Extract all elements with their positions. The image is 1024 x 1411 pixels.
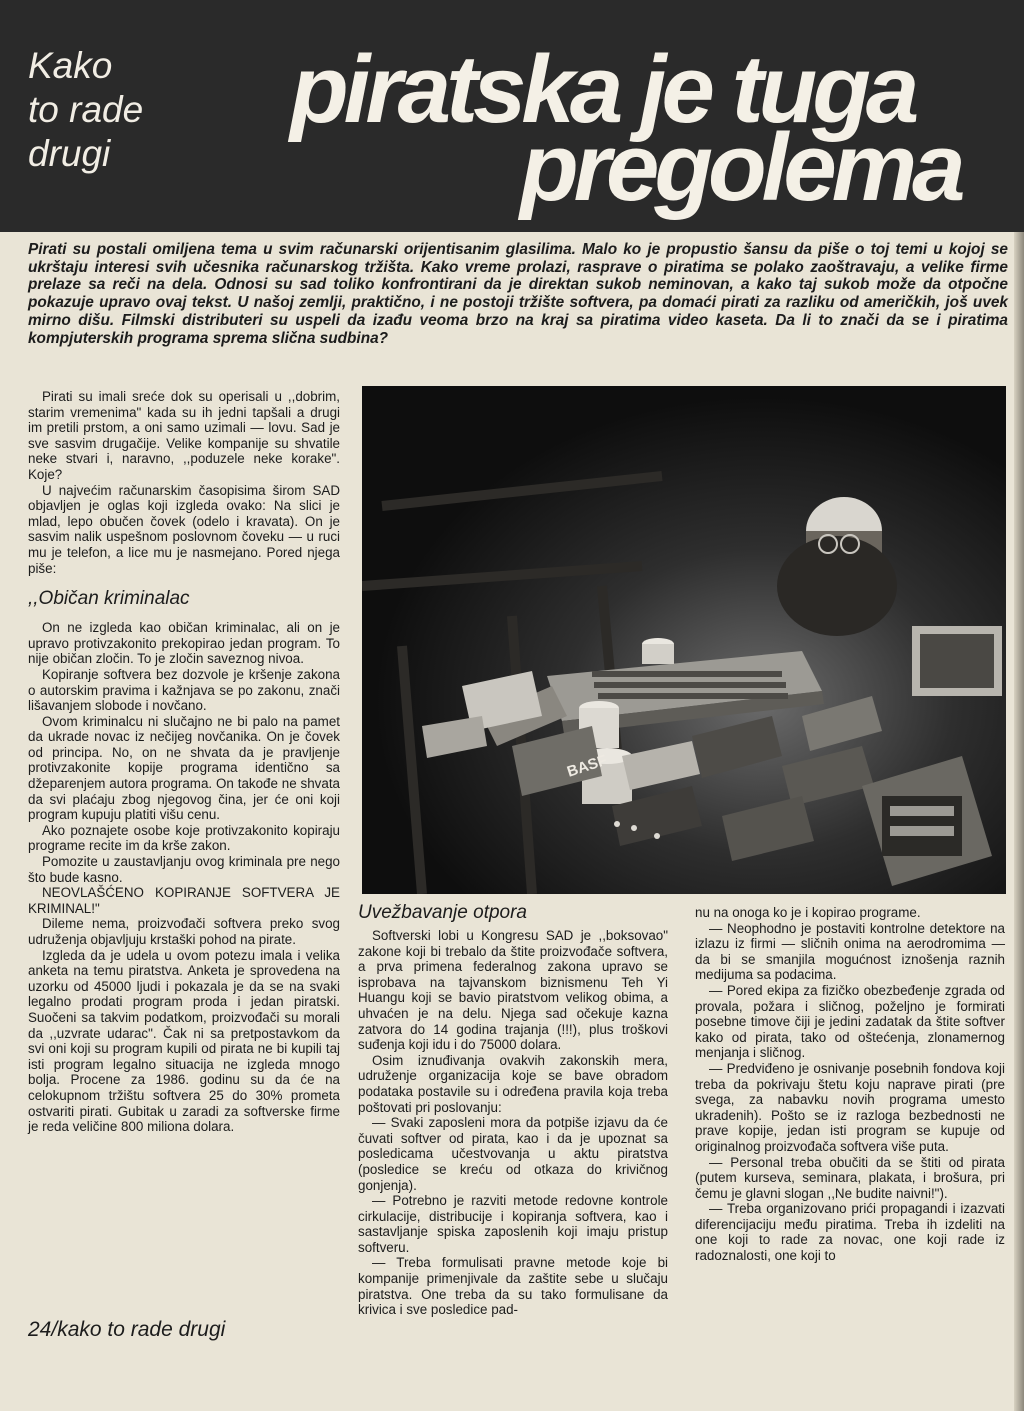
lead-paragraph: Pirati su postali omiljena tema u svim računarski orijentisanim glasilima. Malo ko je propustio šansu da piše o toj temi u kojoj se ukrštaju interesi svih učesnika računarskog tržišta. Kako vreme prolazi, rasprave o piratima se polako zaoštravaju, a velike firme prelaze sa reči na dela. Odnosi su sad toliko konfrontirani da je direktan sukob neminovan, a kako taj sukob može da otpočne pokazuje upravo ovaj tekst. U našoj zemlji, praktično, i ne postoji tržište softvera, pa domaći pirati za razliku od američkih, još uvek mirno dišu. Filmski distributeri su uspeli da izađu veoma brzo na kraj sa piratima video kaseta. Da li to znači da se i piratima kompjuterskih programa sprema slična sudbina? <box>28 241 1008 347</box>
paragraph: NEOVLAŠĆENO KOPIRANJE SOFTVERA JE KRIMINAL!" <box>28 885 340 916</box>
page-footer: 24/kako to rade drugi <box>28 1318 226 1341</box>
paragraph: Softverski lobi u Kongresu SAD je ,,boksovao" zakone koji bi trebalo da štite proizvođače softvera, a prva primena federalnog zakona upravo se isprobava na tajvanskom biznismenu Teh Yi Huangu koji se bavio piratstvom velikog obima, a uhvaćen je na delu. Njega sad očekuje kazna zatvora do 14 godina trajanja (!!!), plus troškovi suđenja koji idu i do 75000 dolara. <box>358 928 668 1053</box>
paragraph: Pomozite u zaustavljanju ovog kriminala pre nego što bude kasno. <box>28 854 340 885</box>
cassette-label: BASF <box>565 751 610 781</box>
kicker-line: drugi <box>28 133 111 174</box>
kicker-line: Kako <box>28 45 113 86</box>
kicker-line: to rade <box>28 89 144 130</box>
paragraph: — Treba formulisati pravne metode koje bi kompanije primenjivale da zaštite sebe u slučaju piratstva. One treba da su tako formulisane da krivica i sve posledice pad- <box>358 1255 668 1318</box>
photo-illustration <box>362 386 1006 894</box>
subheading: Uvežbavanje otpora <box>358 902 527 923</box>
page-title-line2: pregolema <box>520 114 961 221</box>
article-column-1 <box>28 389 340 1135</box>
article-column-2 <box>358 902 668 1318</box>
paragraph: — Neophodno je postaviti kontrolne detektore na izlazu iz firmi — sličnih onima na aerodromima — da bi se smanjila mogućnost iznošenja raznih medijuma sa podacima. <box>695 920 1005 983</box>
paragraph: Kopiranje softvera bez dozvole je kršenje zakona o autorskim pravima i kažnjava se po zakonu, znači lišavanjem slobode i novčano. <box>28 666 340 714</box>
paragraph: — Svaki zaposleni mora da potpiše izjavu da će čuvati softver od pirata, kao i da je upoznat sa posledicama učestvovanja u aktu piratstva (posledice se kreću od otkaza do krivičnog gonjenja). <box>358 1115 668 1193</box>
paragraph: On ne izgleda kao običan kriminalac, ali on je upravo protivzakonito prekopirao jedan program. To nije običan zločin. To je zločin saveznog nivoa. <box>28 620 340 667</box>
paragraph: — Pored ekipa za fizičko obezbeđenje zgrada od provala, požara i sličnog, poželjno je formirati posebne timove čiji je jedini zadatak da štite softver kako od pirata, tako od oštećenja, zlonamernog menjanja i sličnog. <box>695 982 1005 1061</box>
header-banner <box>0 0 1024 232</box>
section-kicker <box>28 44 143 176</box>
article-photo <box>362 386 1006 894</box>
paragraph: Osim iznuđivanja ovakvih zakonskih mera, udruženje organizacija koje se bave obradom podataka postavile su i određena pravila koja treba poštovati pri poslovanju: <box>358 1052 668 1115</box>
paragraph: — Treba organizovano prići propagandi i izazvati diferencijaciju među piratima. Treba ih izdeliti na one koji to rade za novac, one koji rade iz radoznalosti, one koji to <box>695 1201 1005 1264</box>
page-title-line1: piratska je tuga <box>290 36 915 143</box>
paragraph: — Predviđeno je osnivanje posebnih fondova koji treba da pokrivaju štetu koju naprave pirati (pre svega, za nabavku novih programa umesto ukradenih). Pošto se iz razloga bezbednosti ne prave kopije, jedan isti program se kupuje od originalnog proizvođača softvera više puta. <box>695 1060 1005 1154</box>
paragraph: nu na onoga ko je i kopirao programe. <box>695 905 921 920</box>
paragraph: Dileme nema, proizvođači softvera preko svog udruženja objavljuju krstaški pohod na pirate. <box>28 916 340 947</box>
article-column-3 <box>695 905 1005 1264</box>
paragraph: Ako poznajete osobe koje protivzakonito kopiraju programe recite im da krše zakon. <box>28 822 340 854</box>
paragraph: — Personal treba obučiti da se štiti od pirata (putem kurseva, seminara, plakata, i brošura, pri čemu je glavni slogan ,,Ne budite naivni!"). <box>695 1154 1005 1201</box>
paragraph: U najvećim računarskim časopisima širom SAD objavljen je oglas koji izgleda ovako: Na slici je mlad, lepo obučen čovek (odelo i kravata). On je sasvim nalik uspešnom poslovnom čoveku — u ruci mu je telefon, a lice mu je nasmejano. Pored njega piše: <box>28 482 340 576</box>
paragraph: Izgleda da je udela u ovom potezu imala i velika anketa na temu piratstva. Anketa je sprovedena na uzorku od 45000 ljudi i pokazala je da se na svaki legalno prodati program proda i jedan piratski. Suočeni sa takvim podatkom, proizvođači su morali da ,,uzvrate udarac". Čak ni sa pretpostavkom da svi oni koji su program kupili od pirata ne bi kupili taj isti program legalno situacija ne izgleda mnogo bolja. Procene za 1986. godinu su da će na celokupnom tržištu softvera 25 do 30% prometa ostvariti pirati. Gubitak u zaradi za softverske firme je reda veličine 800 miliona dolara. <box>28 947 340 1135</box>
paragraph: Pirati su imali sreće dok su operisali u ,,dobrim, starim vremenima" kada su ih jedni tapšali a drugi im pretili prstom, a oni samo uzimali — lovu. Sad je sve sasvim drugačije. Velike kompanije su shvatile neke stvari i, naravno, ,,poduzele neke korake". Koje? <box>28 389 340 482</box>
page-edge-shadow <box>1014 232 1024 1411</box>
monitor <box>912 626 1002 696</box>
paragraph: Ovom kriminalcu ni slučajno ne bi palo na pamet da ukrade novac iz nečijeg novčanika. On je čovek od principa. No, on ne shvata da je pravljenje protivzakonite kopije programa identično sa džeparenjem autora programa. On takođe ne shvata da svi plaćaju zbog njegovog čina, jer će oni koji program kupuju platiti višu cenu. <box>28 713 340 823</box>
paragraph: — Potrebno je razviti metode redovne kontrole cirkulacije, distribucije i kopiranja softvera, kao i sastavljanje spiska zaposlenih koji imaju pristup softveru. <box>358 1193 668 1255</box>
subheading: ,,Običan kriminalac <box>28 588 190 610</box>
